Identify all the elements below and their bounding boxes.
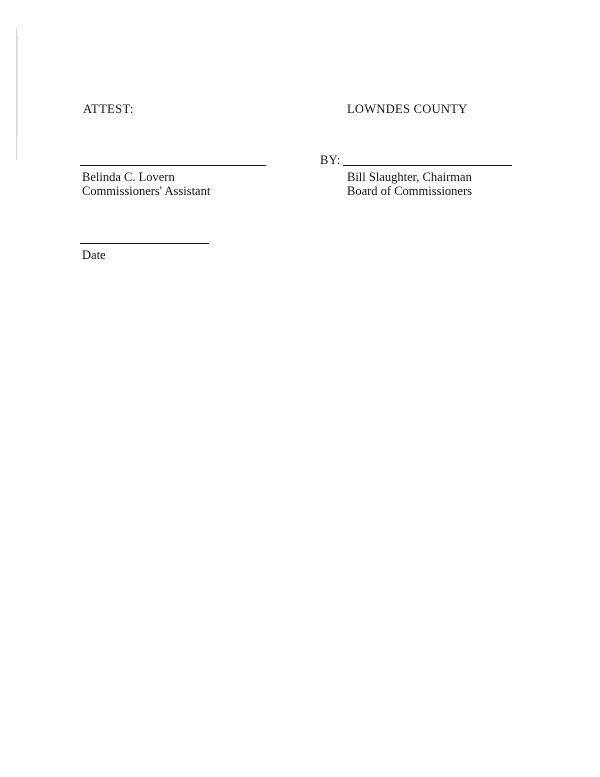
- attest-label: ATTEST:: [83, 102, 134, 116]
- scan-artifact-left-edge-secondary: [17, 36, 18, 136]
- date-line: [80, 243, 209, 244]
- attest-signer-name: Belinda C. Lovern: [82, 170, 175, 184]
- county-signer-title: Board of Commissioners: [347, 184, 472, 198]
- date-label: Date: [82, 248, 106, 262]
- by-label: BY:: [320, 153, 341, 167]
- county-heading: LOWNDES COUNTY: [347, 102, 468, 116]
- county-signer-name: Bill Slaughter, Chairman: [347, 170, 472, 184]
- attest-signer-title: Commissioners' Assistant: [82, 184, 211, 198]
- county-signature-line: [343, 165, 512, 166]
- attest-signature-line: [80, 165, 266, 166]
